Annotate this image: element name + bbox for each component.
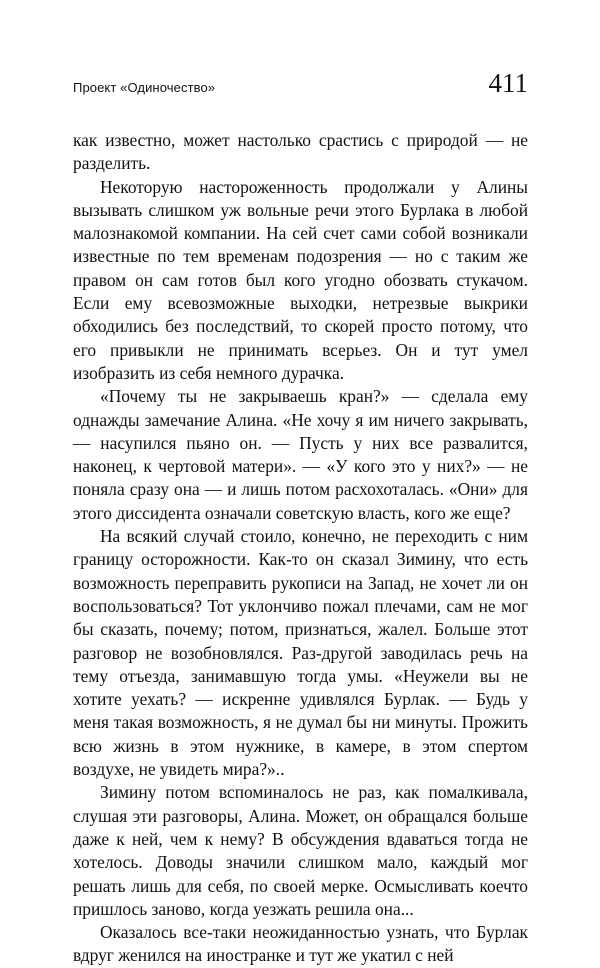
running-title: Проект «Одиночество» [73,80,216,95]
body-text [73,129,528,968]
paragraph: На всякий случай стоило, конечно, не переходить с ним границу осторожности. Как-то он сказал Зимину, что есть возможность переправить рукописи на Запад, не хочет ли он воспользоваться? Тот уклончиво пожал плечами, сам не мог бы сказать, почему; потом, признаться, жалел. Больше этот разговор не возобновлялся. Раз-другой заводилась речь на тему отъезда, занимавшую тогда умы. «Неужели вы не хотите уехать? — искренне удивлялся Бурлак. — Будь у меня такая возможность, я не думал бы ни минуты. Прожить всю жизнь в этом нужнике, в камере, в этом спертом воздухе, не увидеть мира?».. [73,526,528,780]
running-head [73,68,528,104]
paragraph: «Почему ты не закрываешь кран?» — сделала ему однажды замечание Алина. «Не хочу я им ничего закрывать, — насупился пьяно он. — Пусть у них все развалится, наконец, к чертовой матери». — «У кого это у них?» — не поняла сразу она — и лишь потом расхохоталась. «Они» для этого диссидента означали советскую власть, кого же еще? [73,386,528,523]
book-page [73,0,528,968]
page-number: 411 [488,68,528,98]
paragraph-continuation: как известно, может настолько срастись с природой — не разделить. [73,130,528,174]
paragraph: Некоторую настороженность продолжали у Алины вызывать слишком уж вольные речи этого Бурлака в любой малознакомой компании. На сей счет сами собой возникали известные по тем временам подозрения — но с таким же правом он сам готов был кого угодно обозвать стукачом. Если ему всевозможные выходки, нетрезвые выкрики обходились без последствий, то скорей просто потому, что его привыкли не принимать всерьез. Он и тут умел изобразить из себя немного дурачка. [73,176,528,383]
paragraph: Зимину потом вспоминалось не раз, как помалкивала, слушая эти разговоры, Алина. Может, он обращался больше даже к ней, чем к нему? В обсуждения вдаваться тогда не хотелось. Доводы значили слишком мало, каждый мог решать лишь для себя, по своей мерке. Осмысливать коечто пришлось заново, когда уезжать решила она... [73,782,528,919]
paragraph: Оказалось все-таки неожиданностью узнать, что Бурлак вдруг женился на иностранке и тут же укатил с ней [73,922,528,966]
